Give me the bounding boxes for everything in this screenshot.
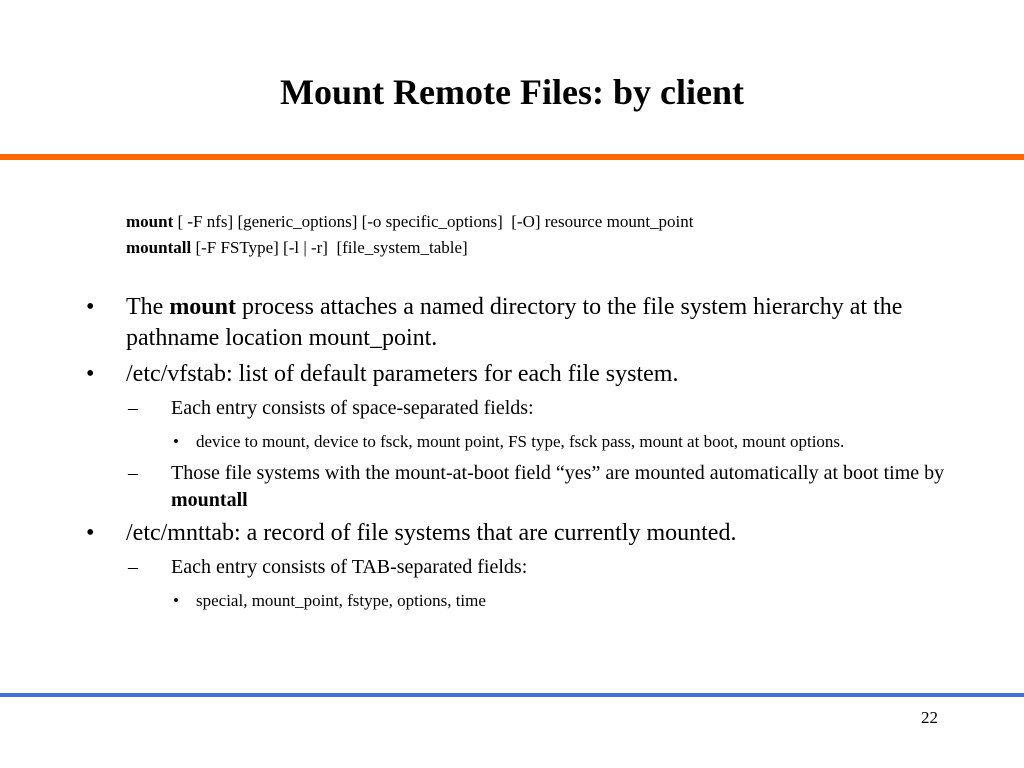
bullet-text-before: The [126, 294, 170, 320]
sub-bullet-text: Each entry consists of space-separated fields: [171, 397, 534, 419]
slide-title: Mount Remote Files: by client [280, 72, 744, 112]
sub-bullet-vfstab-fields [126, 395, 946, 422]
sub-sub-bullet-mnttab-field-list [171, 585, 946, 613]
bullet-vfstab [86, 359, 946, 390]
page-number: 22 [921, 708, 938, 727]
bullet-text-after: process attaches a named directory to the file system hierarchy at the pathname location mount_point. [126, 294, 903, 351]
dash-marker: – [128, 462, 138, 484]
bullet-text: /etc/vfstab: list of default parameters for each file system. [126, 361, 679, 387]
mount-arguments: [ -F nfs] [generic_options] [-o specific_options] [-O] resource mount_point [173, 212, 694, 231]
sub-sub-bullet-vfstab-field-list [171, 426, 946, 454]
bullet-text: /etc/mnttab: a record of file systems that are currently mounted. [126, 520, 737, 546]
sub-sub-bullet-text: device to mount, device to fsck, mount point, FS type, fsck pass, mount at boot, mount options. [196, 432, 845, 451]
bullet-marker: • [173, 591, 179, 610]
dash-marker: – [128, 397, 138, 419]
bullet-bold-term: mount [169, 294, 236, 320]
bullet-marker: • [86, 294, 95, 320]
mount-syntax-line [126, 209, 694, 235]
sub-bullet-text-before: Those file systems with the mount-at-boot field “yes” are mounted automatically at boot time by [171, 462, 945, 484]
bullet-mount-process [86, 292, 946, 354]
command-syntax-block [126, 209, 694, 261]
sub-sub-bullet-text: special, mount_point, fstype, options, time [196, 591, 486, 610]
bottom-divider [0, 693, 1024, 697]
bullet-marker: • [173, 432, 179, 451]
bullet-marker: • [86, 520, 95, 546]
sub-bullet-bold-term: mountall [171, 489, 248, 511]
bullet-list [86, 292, 946, 619]
sub-bullet-mount-at-boot [126, 460, 946, 514]
mountall-command: mountall [126, 238, 192, 257]
top-divider [0, 154, 1024, 160]
mount-command: mount [126, 212, 174, 231]
sub-bullet-mnttab-fields [126, 554, 946, 581]
bullet-mnttab [86, 518, 946, 549]
mountall-arguments: [-F FSType] [-l | -r] [file_system_table] [191, 238, 468, 257]
bullet-marker: • [86, 361, 95, 387]
mountall-syntax-line [126, 235, 694, 261]
sub-bullet-text: Each entry consists of TAB-separated fields: [171, 556, 528, 578]
dash-marker: – [128, 556, 138, 578]
